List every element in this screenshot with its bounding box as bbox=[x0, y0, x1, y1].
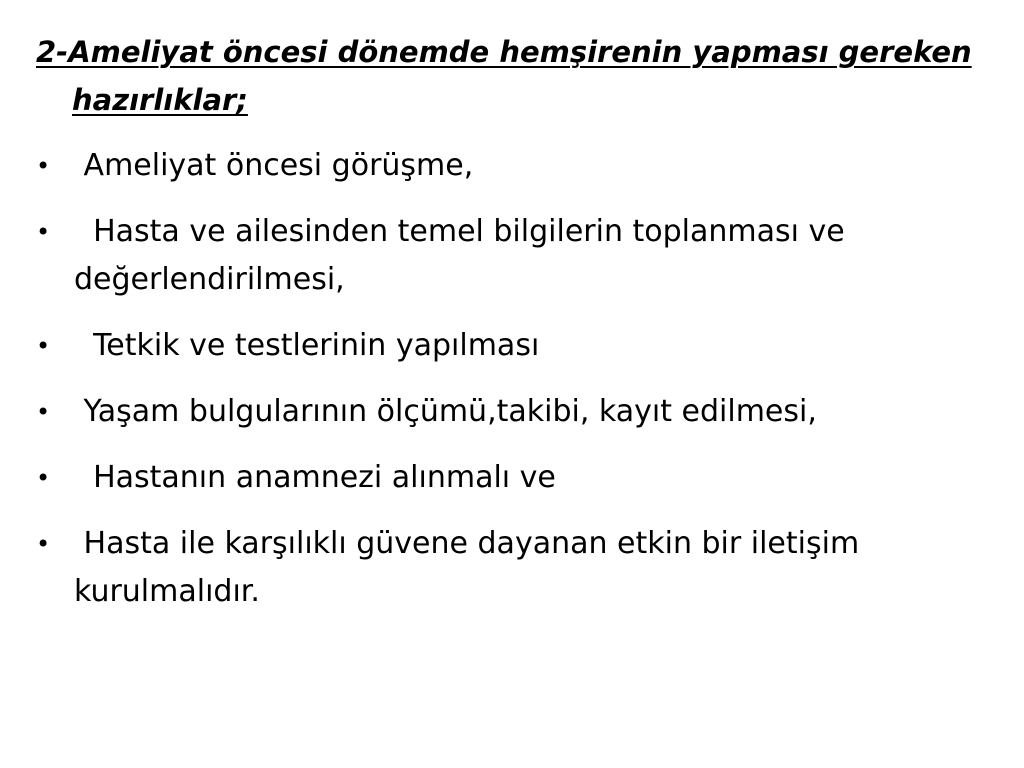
bullet-dot-icon: • bbox=[36, 152, 51, 180]
slide-content bbox=[36, 28, 996, 634]
bullet-dot-icon: • bbox=[36, 530, 51, 558]
bullet-text: Ameliyat öncesi görüşme, bbox=[74, 148, 474, 183]
bullet-text: Yaşam bulgularının ölçümü,takibi, kayıt edilmesi, bbox=[74, 394, 817, 429]
bullet-text: Hastanın anamnezi alınmalı ve bbox=[74, 460, 556, 495]
bullet-text: Hasta ile karşılıklı güvene dayanan etkin bir iletişim kurulmalıdır. bbox=[74, 526, 869, 609]
bullet-dot-icon: • bbox=[36, 218, 51, 246]
bullet-item bbox=[36, 142, 996, 190]
bullet-item bbox=[36, 322, 996, 370]
bullet-dot-icon: • bbox=[36, 332, 51, 360]
bullet-item bbox=[36, 208, 996, 304]
bullet-text: Tetkik ve testlerinin yapılması bbox=[74, 328, 540, 363]
bullet-text: Hasta ve ailesinden temel bilgilerin toplanması ve değerlendirilmesi, bbox=[74, 214, 855, 297]
bullet-list bbox=[36, 142, 996, 616]
bullet-dot-icon: • bbox=[36, 398, 51, 426]
bullet-item bbox=[36, 388, 996, 436]
bullet-item bbox=[36, 454, 996, 502]
bullet-dot-icon: • bbox=[36, 464, 51, 492]
slide-heading: 2-Ameliyat öncesi dönemde hemşirenin yapması gereken hazırlıklar; bbox=[36, 35, 972, 117]
bullet-item bbox=[36, 520, 996, 616]
